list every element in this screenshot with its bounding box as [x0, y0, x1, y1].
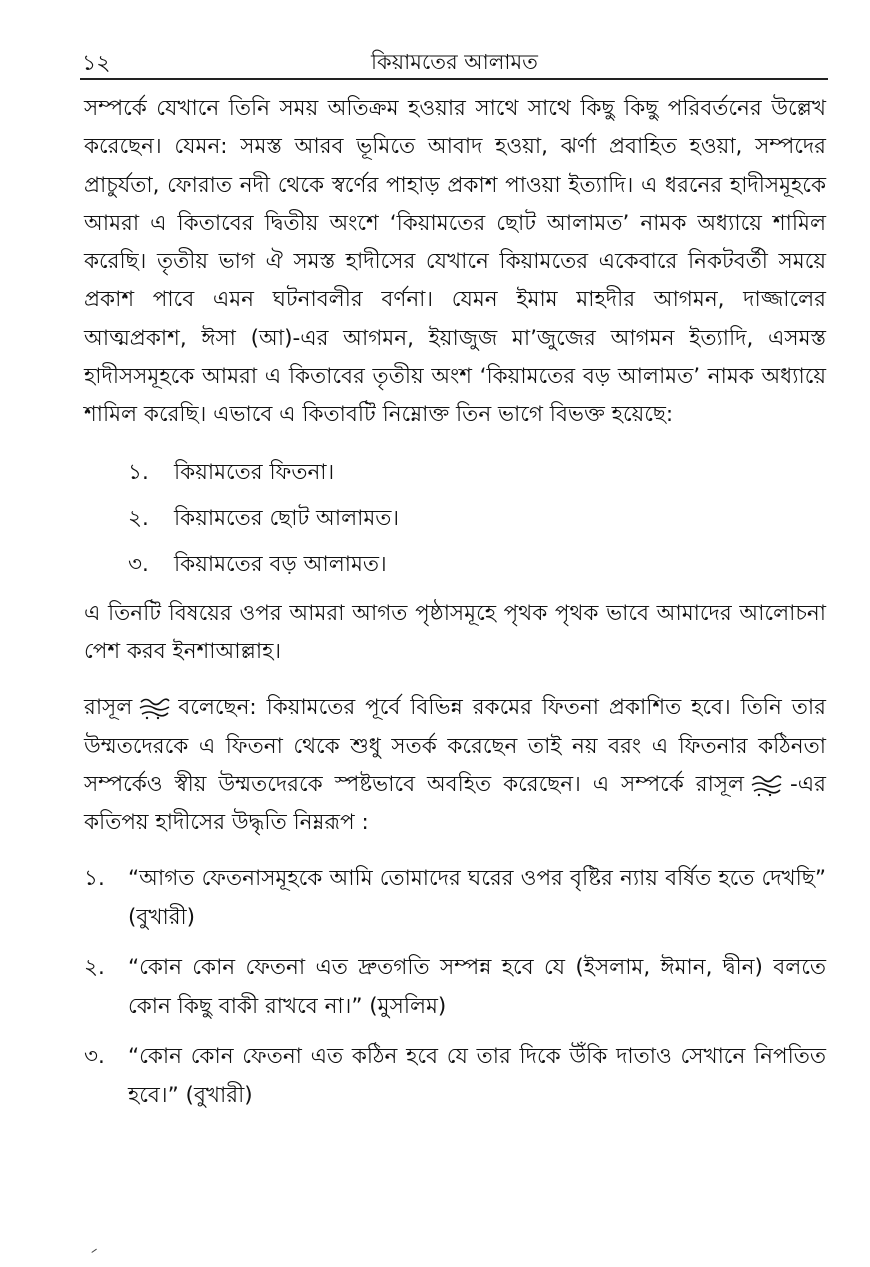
page-header — [82, 42, 827, 76]
hadith-item — [84, 949, 826, 1026]
section-item — [128, 453, 826, 493]
hadith-number: ২. — [84, 955, 105, 981]
page-number: ১২ — [82, 51, 111, 76]
hadith-item — [84, 860, 826, 937]
section-text: কিয়ামতের ছোট আলামত। — [174, 505, 400, 531]
hadith-number: ১. — [84, 866, 105, 892]
hadith-text: “কোন কোন ফেতনা এত দ্রুতগতি সম্পন্ন হবে যে (ইসলাম, ঈমান, দ্বীন) বলতে কোন কিছু বাকী রাখবে না।” (মুসলিম) — [128, 955, 826, 1019]
section-text: কিয়ামতের ফিতনা। — [174, 459, 335, 485]
summary-paragraph: এ তিনটি বিষয়ের ওপর আমরা আগত পৃষ্ঠাসমূহে পৃথক পৃথক ভাবে আমাদের আলোচনা পেশ করব ইনশাআল্লাহ। — [84, 600, 826, 664]
header-rule — [80, 78, 828, 80]
salawat-calligraphy-icon — [750, 772, 784, 798]
section-text: কিয়ামতের বড় আলামত। — [174, 551, 387, 577]
section-item — [128, 499, 826, 539]
intro-paragraph: সম্পর্কে যেখানে তিনি সময় অতিক্রম হওয়ার সাথে সাথে কিছু কিছু পরিবর্তনের উল্লেখ করেছেন। যেমন: সমস্ত আরব ভূমিতে আবাদ হওয়া, ঝর্ণা প্রবাহিত হওয়া, সম্পদের প্রাচুর্যতা, ফোরাত নদী থেকে স্বর্ণের পাহাড় প্রকাশ পাওয়া ইত্যাদি। এ ধরনের হাদীসমূহকে আমরা এ কিতাবের দ্বিতীয় অংশে ‘কিয়ামতের ছোট আলামত’ নামক অধ্যায়ে শামিল করেছি। তৃতীয় ভাগ ঐ সমস্ত হাদীসের যেখানে কিয়ামতের একেবারে নিকটবর্তী সময়ে প্রকাশ পাবে এমন ঘটনাবলীর বর্ণনা। যেমন ইমাম মাহদীর আগমন, দাজ্জালের আত্মপ্রকাশ, ঈসা (আ)-এর আগমন, ইয়াজুজ মা’জুজের আগমন ইত্যাদি, এসমস্ত হাদীসসমূহকে আমরা এ কিতাবের তৃতীয় অংশ ‘কিয়ামতের বড় আলামত’ নামক অধ্যায়ে শামিল করেছি। এভাবে এ কিতাবটি নিম্নোক্ত তিন ভাগে বিভক্ত হয়েছে: — [84, 96, 826, 428]
rasul-text-1: রাসূল — [84, 695, 133, 721]
rasul-text-3: -এর কতিপয় হাদীসের উদ্ধৃতি নিম্নরূপ : — [84, 771, 826, 836]
section-item — [128, 545, 826, 585]
page-body — [84, 90, 826, 1127]
hadith-text: “আগত ফেতনাসমূহকে আমি তোমাদের ঘরের ওপর বৃষ্টির ন্যায় বর্ষিত হতে দেখছি” (বুখারী) — [128, 866, 826, 930]
hadith-item — [84, 1038, 826, 1115]
salawat-calligraphy-icon — [138, 695, 172, 721]
rasul-paragraph — [84, 689, 826, 842]
hadith-text: “কোন কোন ফেতনা এত কঠিন হবে যে তার দিকে উঁকি দাতাও সেখানে নিপতিত হবে।” (বুখারী) — [128, 1044, 826, 1108]
scan-speck — [91, 1249, 98, 1256]
section-number: ২. — [128, 505, 149, 531]
hadith-list — [84, 860, 826, 1115]
section-number: ৩. — [128, 551, 149, 577]
section-number: ১. — [128, 459, 149, 485]
sections-list — [84, 453, 826, 585]
hadith-number: ৩. — [84, 1044, 105, 1070]
running-title: কিয়ামতের আলামত — [371, 50, 538, 74]
rasul-text-2: বলেছেন: কিয়ামতের পূর্বে বিভিন্ন রকমের ফিতনা প্রকাশিত হবে। তিনি তার উম্মতদেরকে এ ফিতনা থেকে শুধু সতর্ক করেছেন তাই নয় বরং এ ফিতনার কঠিনতা সম্পর্কেও স্বীয় উম্মতদেরকে স্পষ্টভাবে অবহিত করেছেন। এ সম্পর্কে রাসূল — [84, 695, 826, 797]
